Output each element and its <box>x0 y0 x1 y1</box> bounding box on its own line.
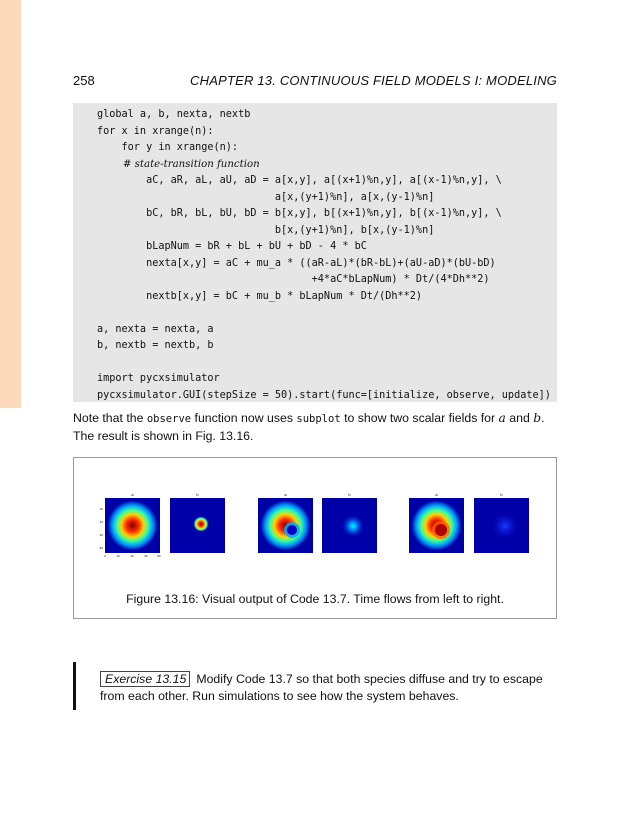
field-b-t1 <box>170 498 225 553</box>
body-paragraph <box>73 410 557 445</box>
field-a-t2 <box>258 498 313 553</box>
panel-title-b: b <box>500 492 503 497</box>
code-line: b, nextb = nextb, b <box>97 340 214 351</box>
code-line <box>97 355 557 372</box>
field-a-t1 <box>105 498 160 553</box>
code-line: a[x,(y+1)%n], a[x,(y-1)%n] <box>97 191 435 203</box>
y-tick-label: 80 <box>99 546 103 550</box>
code-line: global a, b, nexta, nextb <box>97 109 251 120</box>
code-line: bLapNum = bR + bL + bU + bD - 4 * bC <box>97 241 367 252</box>
y-tick-label: 20 <box>99 507 103 511</box>
panel-title-a: a <box>435 492 438 497</box>
para-text: . <box>541 411 545 425</box>
para-text: function now uses <box>191 411 297 425</box>
math-var-a: a <box>498 411 506 425</box>
panel-title-a: a <box>284 492 287 497</box>
code-line: +4*aC*bLapNum) * Dt/(4*Dh**2) <box>97 274 490 285</box>
x-tick-label: 60 <box>144 554 148 558</box>
exercise-block <box>100 671 560 705</box>
page-number: 258 <box>73 73 95 88</box>
x-tick-label: 0 <box>104 554 106 558</box>
para-text: The result is shown in Fig. 13.16. <box>73 429 254 443</box>
code-line <box>97 305 557 322</box>
code-line: bC, bR, bL, bU, bD = b[x,y], b[(x+1)%n,y], b[(x-1)%n,y], \ <box>97 208 502 219</box>
panel-title-a: a <box>131 492 134 497</box>
panel-title-b: b <box>196 492 199 497</box>
y-tick-label: 40 <box>99 520 103 524</box>
code-listing <box>73 103 557 402</box>
code-comment: # state-transition function <box>97 158 260 170</box>
margin-thumb-tab <box>0 0 21 408</box>
x-tick-label: 20 <box>116 554 120 558</box>
figure-image <box>74 458 558 588</box>
code-line: import pycxsimulator <box>97 373 220 384</box>
code-line: a, nexta = nexta, a <box>97 323 214 335</box>
figure-caption: Figure 13.16: Visual output of Code 13.7. Time flows from left to right. <box>126 592 504 606</box>
code-line: for x in xrange(n): <box>97 125 214 137</box>
code-line: nextb[x,y] = bC + mu_b * bLapNum * Dt/(Dh**2) <box>97 290 423 302</box>
x-tick-label: 40 <box>130 554 134 558</box>
panel-title-b: b <box>348 492 351 497</box>
para-text: Note that the <box>73 411 147 425</box>
x-tick-label: 80 <box>157 554 161 558</box>
code-line: nexta[x,y] = aC + mu_a * ((aR-aL)*(bR-bL)+(aU-aD)*(bU-bD) <box>97 257 496 269</box>
code-line: pycxsimulator.GUI(stepSize = 50).start(func=[initialize, observe, update]) <box>97 389 551 401</box>
code-line: for y in xrange(n): <box>97 142 239 153</box>
running-header: CHAPTER 13. CONTINUOUS FIELD MODELS I: MODELING <box>190 73 557 88</box>
exercise-margin-bar <box>73 662 76 710</box>
para-text: and <box>505 411 534 425</box>
exercise-label: Exercise 13.15 <box>100 671 190 687</box>
inline-code-subplot: subplot <box>296 413 341 425</box>
field-a-t3 <box>409 498 464 553</box>
inline-code-observe: observe <box>146 413 192 425</box>
y-tick-label: 60 <box>99 533 103 537</box>
math-var-b: b <box>533 411 542 425</box>
field-b-t3 <box>474 498 529 553</box>
figure-13-16 <box>73 457 557 619</box>
para-text: to show two scalar fields for <box>340 411 499 425</box>
field-b-t2 <box>322 498 377 553</box>
code-line: b[x,(y+1)%n], b[x,(y-1)%n] <box>97 224 435 236</box>
exercise-text: Modify Code 13.7 so that both species diffuse and try to escape from each other. Run simulations to see how the system behaves. <box>100 672 543 703</box>
code-line: aC, aR, aL, aU, aD = a[x,y], a[(x+1)%n,y], a[(x-1)%n,y], \ <box>97 175 502 186</box>
